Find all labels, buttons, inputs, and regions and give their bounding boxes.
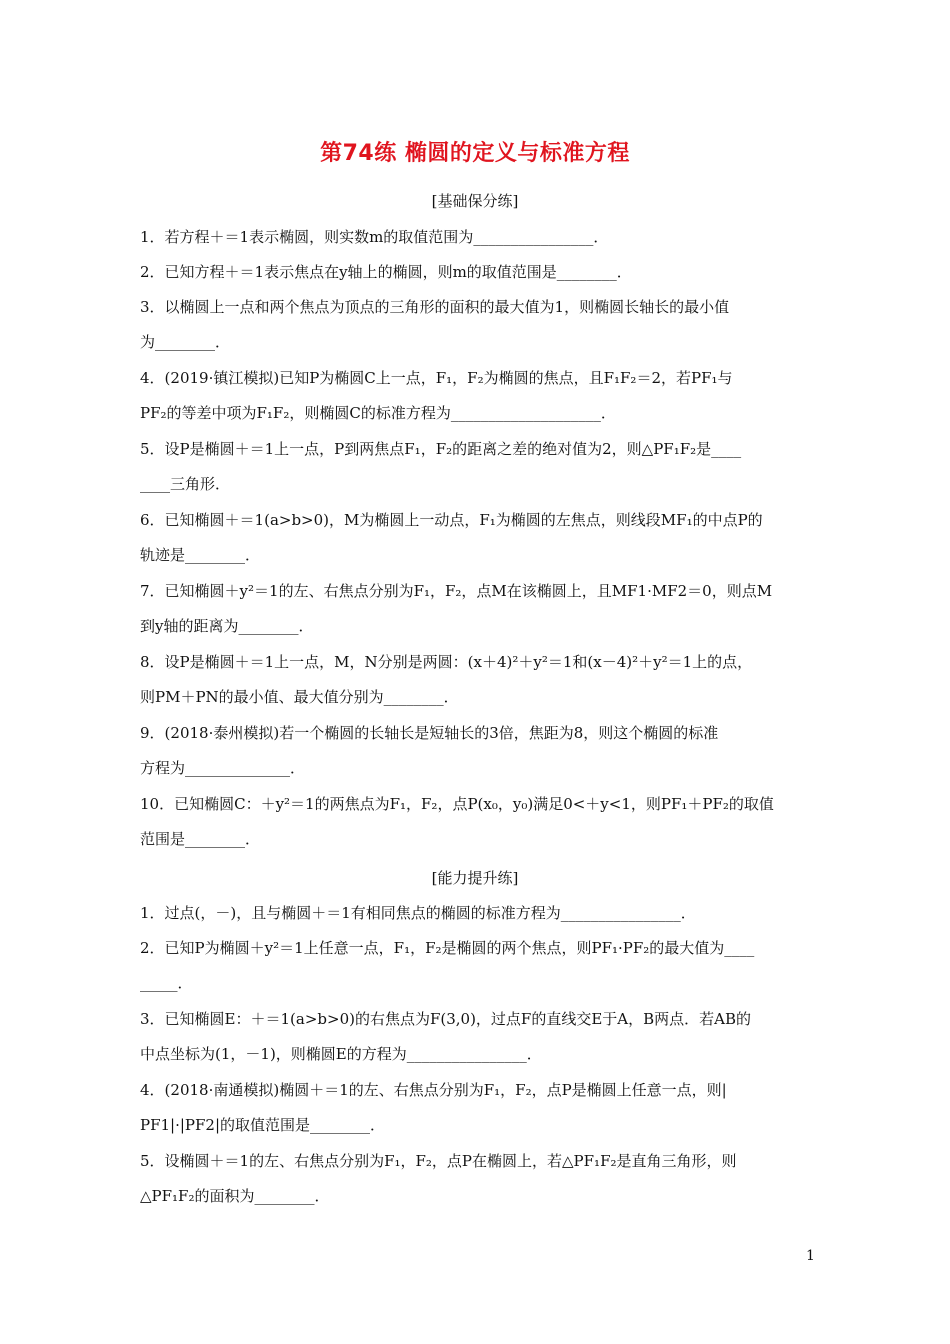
page-title: 第74练 椭圆的定义与标准方程 [320, 141, 630, 166]
problem-line: 中点坐标为(1，－1)，则椭圆E的方程为________________． [140, 1045, 542, 1063]
problem-line: 8．设P是椭圆＋＝1上一点，M，N分别是两圆：(x＋4)²＋y²＝1和(x－4)²＋y²＝1上的点， [140, 653, 753, 671]
problem-line: 到y轴的距离为________． [140, 617, 314, 635]
problem-line: 方程为______________． [140, 759, 306, 777]
problem-line: 10．已知椭圆C：＋y²＝1的两焦点为F₁，F₂，点P(x₀，y₀)满足0<＋y<1，则PF₁＋PF₂的取值 [140, 795, 774, 813]
problem-line: PF₂的等差中项为F₁F₂，则椭圆C的标准方程为____________________． [140, 404, 616, 422]
problem-line: 5．设椭圆＋＝1的左、右焦点分别为F₁，F₂，点P在椭圆上，若△PF₁F₂是直角三角形，则 [140, 1152, 737, 1170]
problem-line: _____． [140, 974, 193, 992]
problem-line: 1．若方程＋＝1表示椭圆，则实数m的取值范围为________________． [140, 228, 609, 246]
problem-line: 7．已知椭圆＋y²＝1的左、右焦点分别为F₁，F₂，点M在该椭圆上，且MF1·MF2＝0，则点M [140, 582, 773, 600]
problem-line: △PF₁F₂的面积为________． [140, 1187, 330, 1205]
problem-line: 9．(2018·泰州模拟)若一个椭圆的长轴长是短轴长的3倍，焦距为8，则这个椭圆的标准 [140, 724, 719, 742]
problem-line: 2．已知P为椭圆＋y²＝1上任意一点，F₁，F₂是椭圆的两个焦点，则PF₁·PF₂的最大值为____ [140, 939, 755, 957]
section-heading-basic: [基础保分练] [431, 192, 519, 210]
problem-line: 3．以椭圆上一点和两个焦点为顶点的三角形的面积的最大值为1，则椭圆长轴长的最小值 [140, 298, 730, 316]
problem-line: 为________． [140, 333, 231, 351]
problem-line: 范围是________． [140, 830, 261, 848]
problem-line: PF1|·|PF2|的取值范围是________． [140, 1116, 386, 1134]
problem-line: ____三角形． [140, 475, 231, 493]
problem-line: 则PM＋PN的最小值、最大值分别为________． [140, 688, 459, 706]
problem-line: 5．设P是椭圆＋＝1上一点，P到两焦点F₁，F₂的距离之差的绝对值为2，则△PF₁F₂是____ [140, 440, 742, 458]
problem-line: 1．过点(，－)，且与椭圆＋＝1有相同焦点的椭圆的标准方程为________________． [140, 904, 696, 922]
problem-line: 4．(2019·镇江模拟)已知P为椭圆C上一点，F₁，F₂为椭圆的焦点，且F₁F₂＝2，若PF₁与 [140, 369, 733, 387]
problem-line: 4．(2018·南通模拟)椭圆＋＝1的左、右焦点分别为F₁，F₂，点P是椭圆上任意一点，则| [140, 1081, 727, 1099]
section-heading-advanced: [能力提升练] [431, 869, 519, 887]
problem-line: 3．已知椭圆E：＋＝1(a>b>0)的右焦点为F(3,0)，过点F的直线交E于A，B两点．若AB的 [140, 1010, 752, 1028]
problem-line: 6．已知椭圆＋＝1(a>b>0)，M为椭圆上一动点，F₁为椭圆的左焦点，则线段MF₁的中点P的 [140, 511, 763, 529]
problem-line: 轨迹是________． [140, 546, 261, 564]
page-number: 1 [806, 1248, 815, 1264]
problem-line: 2．已知方程＋＝1表示焦点在y轴上的椭圆，则m的取值范围是________． [140, 263, 632, 281]
